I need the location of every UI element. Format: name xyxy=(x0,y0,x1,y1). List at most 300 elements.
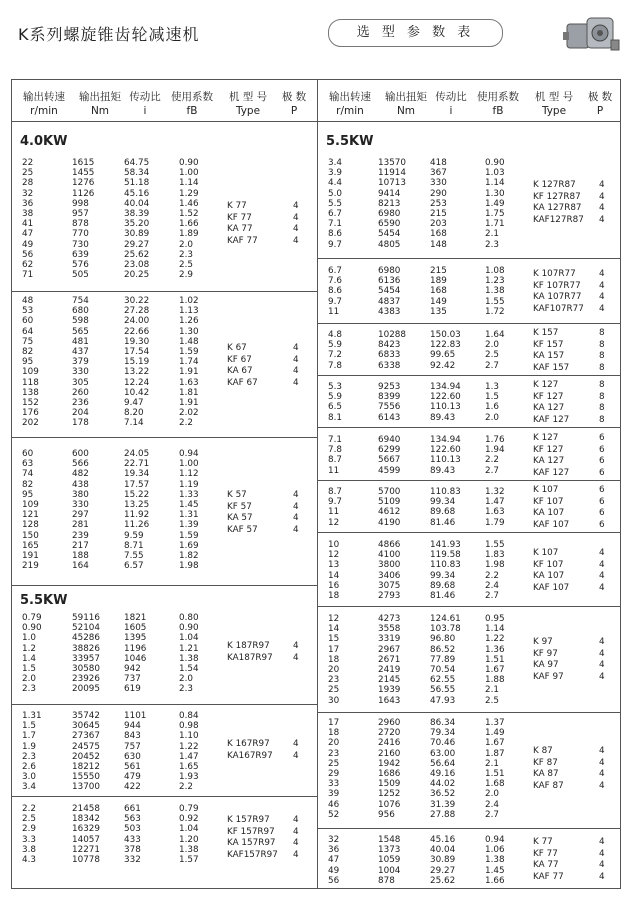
pole-count: 4 xyxy=(293,652,299,663)
cell-ratio: 19.30 xyxy=(124,336,150,347)
cell-speed: 52 xyxy=(328,809,340,820)
pole-count: 4 xyxy=(599,848,605,859)
cell-speed: 4.3 xyxy=(22,854,36,865)
cell-ratio: 189 xyxy=(430,276,447,287)
hdr-type: 机 型 号 xyxy=(228,91,268,103)
cell-ratio: 630 xyxy=(124,751,141,762)
model-line xyxy=(533,649,613,661)
cell-speed: 5.5 xyxy=(328,198,342,209)
pole-count: 4 xyxy=(599,280,605,291)
cell-service-factor: 1.31 xyxy=(179,510,199,521)
cell-speed: 82 xyxy=(22,346,34,357)
cell-ratio: 119.58 xyxy=(430,550,461,561)
hdr-ratio: 传动比 xyxy=(435,91,467,103)
cell-torque: 437 xyxy=(72,346,89,357)
model-line xyxy=(227,224,307,236)
cell-torque: 3558 xyxy=(378,624,401,635)
pole-count: 4 xyxy=(599,582,605,593)
cell-torque: 16329 xyxy=(72,824,100,835)
cell-speed: 8.6 xyxy=(328,286,342,297)
cell-torque: 2671 xyxy=(378,654,401,665)
cell-ratio: 27.88 xyxy=(430,809,456,820)
cell-torque: 4190 xyxy=(378,517,401,528)
cell-torque: 956 xyxy=(378,809,395,820)
model-line xyxy=(533,203,613,215)
model-line xyxy=(533,520,613,532)
cell-service-factor: 1.38 xyxy=(179,653,199,664)
cell-torque: 27367 xyxy=(72,731,100,742)
cell-ratio: 10.42 xyxy=(124,387,150,398)
cell-ratio: 56.64 xyxy=(430,758,456,769)
cell-ratio: 13.22 xyxy=(124,367,150,378)
model-line xyxy=(533,758,613,770)
model-line xyxy=(227,378,307,390)
cell-torque: 2720 xyxy=(378,728,401,739)
cell-speed: 12 xyxy=(328,517,340,528)
pole-count: 4 xyxy=(599,571,605,581)
pole-count: 4 xyxy=(599,548,605,558)
cell-ratio: 168 xyxy=(430,286,447,297)
cell-service-factor: 1.38 xyxy=(485,286,505,297)
cell-service-factor: 1.14 xyxy=(485,178,505,189)
model-type: K 127 xyxy=(533,433,559,443)
cell-ratio: 11.92 xyxy=(124,510,150,521)
cell-ratio: 1196 xyxy=(124,643,147,654)
cell-service-factor: 1.55 xyxy=(485,540,505,550)
cell-ratio: 1821 xyxy=(124,613,147,623)
cell-service-factor: 1.91 xyxy=(179,397,199,408)
model-type: KA 127 xyxy=(533,403,565,413)
cell-speed: 47 xyxy=(328,855,340,866)
pole-count: 4 xyxy=(293,201,299,211)
model-line xyxy=(533,403,613,415)
model-group xyxy=(533,269,613,315)
hdr-ratio: 传动比 xyxy=(129,91,161,103)
pole-count: 4 xyxy=(293,490,299,500)
cell-ratio: 99.34 xyxy=(430,570,456,581)
gear-reducer-icon xyxy=(563,10,621,58)
cell-service-factor: 1.22 xyxy=(485,634,505,645)
cell-torque: 6338 xyxy=(378,360,401,371)
model-line xyxy=(227,827,307,839)
cell-torque: 217 xyxy=(72,540,89,551)
cell-speed: 4.8 xyxy=(328,330,342,340)
cell-speed: 11 xyxy=(328,465,340,476)
cell-service-factor: 1.55 xyxy=(485,296,505,307)
cell-torque: 1004 xyxy=(378,865,401,876)
cell-speed: 2.2 xyxy=(22,804,36,814)
model-line xyxy=(533,380,613,392)
cell-ratio: 45.16 xyxy=(124,188,150,199)
model-type: K 107R77 xyxy=(533,269,576,279)
cell-speed: 7.8 xyxy=(328,445,342,456)
model-type: KA187R97 xyxy=(227,652,273,663)
model-type: KA 107 xyxy=(533,508,565,518)
model-line xyxy=(227,838,307,850)
cell-torque: 1252 xyxy=(378,789,401,800)
cell-ratio: 49.16 xyxy=(430,768,456,779)
cell-speed: 202 xyxy=(22,418,39,429)
hdr-service-factor: 使用系数 xyxy=(477,91,519,103)
cell-ratio: 378 xyxy=(124,844,141,855)
cell-speed: 2.3 xyxy=(22,684,36,695)
cell-speed: 56 xyxy=(328,875,340,886)
model-group xyxy=(227,490,307,536)
cell-torque: 639 xyxy=(72,249,89,260)
pole-count: 8 xyxy=(599,362,605,373)
cell-torque: 59116 xyxy=(72,613,100,623)
cell-ratio: 7.14 xyxy=(124,418,144,429)
cell-ratio: 332 xyxy=(124,854,141,865)
model-type: KF 127 xyxy=(533,444,564,455)
model-type: KAF157R97 xyxy=(227,849,278,860)
cell-speed: 12 xyxy=(328,550,340,561)
model-type: K 157R97 xyxy=(227,815,270,825)
cell-service-factor: 2.1 xyxy=(485,758,499,769)
pole-count: 4 xyxy=(599,671,605,682)
model-line xyxy=(533,769,613,781)
pole-count: 4 xyxy=(293,354,299,365)
cell-service-factor: 1.45 xyxy=(179,499,199,510)
selection-table xyxy=(11,79,621,889)
pole-count: 4 xyxy=(599,746,605,756)
cell-speed: 176 xyxy=(22,408,39,419)
cell-speed: 74 xyxy=(22,469,34,480)
cell-ratio: 79.34 xyxy=(430,728,456,739)
cell-ratio: 13.25 xyxy=(124,499,150,510)
pole-count: 4 xyxy=(293,212,299,223)
cell-speed: 1.0 xyxy=(22,633,36,644)
cell-speed: 49 xyxy=(22,239,34,250)
model-type: KA 107R77 xyxy=(533,292,582,302)
pole-count: 4 xyxy=(293,641,299,651)
cell-torque: 13570 xyxy=(378,158,406,168)
cell-torque: 730 xyxy=(72,239,89,250)
cell-service-factor: 1.13 xyxy=(179,306,199,317)
cell-service-factor: 1.67 xyxy=(485,738,505,749)
model-type: KA 157 xyxy=(533,351,565,361)
cell-speed: 32 xyxy=(328,835,340,845)
cell-service-factor: 1.54 xyxy=(179,663,199,674)
model-group xyxy=(227,641,307,664)
cell-torque: 438 xyxy=(72,479,89,490)
model-line xyxy=(533,340,613,352)
cell-torque: 2793 xyxy=(378,590,401,601)
row-group-separator xyxy=(12,291,317,292)
cell-ratio: 134.94 xyxy=(430,435,461,445)
model-group xyxy=(533,837,613,883)
cell-speed: 121 xyxy=(22,510,39,521)
model-type: K 107 xyxy=(533,548,559,558)
cell-torque: 4273 xyxy=(378,614,401,624)
model-line xyxy=(227,201,307,213)
cell-ratio: 9.59 xyxy=(124,530,144,541)
cell-service-factor: 1.39 xyxy=(179,520,199,531)
cell-speed: 128 xyxy=(22,520,39,531)
cell-service-factor: 2.9 xyxy=(179,270,193,281)
cell-service-factor: 1.75 xyxy=(485,208,505,219)
model-line xyxy=(533,292,613,304)
cell-torque: 379 xyxy=(72,357,89,368)
cell-torque: 8423 xyxy=(378,340,401,351)
cell-ratio: 70.46 xyxy=(430,738,456,749)
cell-ratio: 51.18 xyxy=(124,178,150,189)
hdr-poles: 极 数 xyxy=(587,91,613,103)
cell-speed: 14 xyxy=(328,624,340,635)
model-line xyxy=(533,583,613,595)
cell-speed: 23 xyxy=(328,675,340,686)
cell-torque: 680 xyxy=(72,306,89,317)
cell-speed: 118 xyxy=(22,377,39,388)
cell-ratio: 1395 xyxy=(124,633,147,644)
cell-torque: 188 xyxy=(72,550,89,561)
model-line xyxy=(533,445,613,457)
cell-speed: 2.3 xyxy=(22,751,36,762)
cell-service-factor: 2.2 xyxy=(179,782,193,793)
cell-service-factor: 1.82 xyxy=(179,550,199,561)
cell-speed: 64 xyxy=(22,326,34,337)
cell-ratio: 47.93 xyxy=(430,695,456,706)
cell-torque: 2160 xyxy=(378,748,401,759)
cell-speed: 7.6 xyxy=(328,276,342,287)
pole-count: 4 xyxy=(293,366,299,376)
model-line xyxy=(533,497,613,509)
cell-torque: 2416 xyxy=(378,738,401,749)
model-line xyxy=(533,560,613,572)
cell-torque: 330 xyxy=(72,499,89,510)
model-line xyxy=(533,363,613,375)
pole-count: 4 xyxy=(293,513,299,523)
unit-type: Type xyxy=(541,105,567,117)
hdr-service-factor: 使用系数 xyxy=(171,91,213,103)
cell-speed: 6.5 xyxy=(328,402,342,413)
cell-torque: 380 xyxy=(72,489,89,500)
cell-ratio: 479 xyxy=(124,772,141,783)
unit-service-factor: fB xyxy=(186,105,198,117)
unit-ratio: i xyxy=(143,105,147,117)
cell-ratio: 27.28 xyxy=(124,306,150,317)
pole-count: 4 xyxy=(293,838,299,848)
cell-torque: 30580 xyxy=(72,663,100,674)
cell-ratio: 103.78 xyxy=(430,624,461,635)
cell-speed: 36 xyxy=(328,845,340,856)
model-type: KF 127 xyxy=(533,391,564,402)
model-type: KF 97 xyxy=(533,648,558,659)
cell-torque: 2145 xyxy=(378,675,401,686)
model-type: KAF 87 xyxy=(533,780,564,791)
model-line xyxy=(227,366,307,378)
cell-speed: 1.7 xyxy=(22,731,36,742)
cell-speed: 46 xyxy=(328,799,340,810)
cell-ratio: 31.39 xyxy=(430,799,456,810)
model-type: KF 107 xyxy=(533,559,564,570)
pole-count: 4 xyxy=(599,660,605,670)
cell-speed: 8.7 xyxy=(328,487,342,497)
cell-speed: 20 xyxy=(328,738,340,749)
cell-torque: 13700 xyxy=(72,782,100,793)
cell-ratio: 124.61 xyxy=(430,614,461,624)
cell-service-factor: 1.33 xyxy=(179,489,199,500)
model-group xyxy=(533,637,613,683)
cell-service-factor: 1.59 xyxy=(179,346,199,357)
cell-service-factor: 1.63 xyxy=(485,507,505,518)
cell-speed: 14 xyxy=(328,570,340,581)
row-group-separator xyxy=(318,258,620,259)
cell-torque: 5109 xyxy=(378,497,401,508)
cell-service-factor: 1.14 xyxy=(179,178,199,189)
cell-ratio: 20.25 xyxy=(124,270,150,281)
pole-count: 4 xyxy=(599,303,605,314)
row-group-separator xyxy=(318,480,620,481)
model-type: KAF127R87 xyxy=(533,214,584,225)
model-type: K 87 xyxy=(533,746,553,756)
model-line xyxy=(533,456,613,468)
pole-count: 4 xyxy=(599,180,605,190)
cell-speed: 11 xyxy=(328,507,340,518)
model-group xyxy=(533,485,613,531)
cell-torque: 6299 xyxy=(378,445,401,456)
model-type: K 97 xyxy=(533,637,553,647)
model-type: KA 107 xyxy=(533,571,565,581)
pole-count: 4 xyxy=(599,860,605,870)
cell-service-factor: 1.76 xyxy=(485,435,505,445)
cell-service-factor: 1.47 xyxy=(179,751,199,762)
cell-service-factor: 2.0 xyxy=(485,412,499,423)
cell-speed: 18 xyxy=(328,590,340,601)
cell-ratio: 25.62 xyxy=(430,875,456,886)
row-group-separator xyxy=(318,375,620,376)
cell-speed: 62 xyxy=(22,259,34,270)
cell-torque: 3319 xyxy=(378,634,401,645)
cell-ratio: 203 xyxy=(430,219,447,230)
cell-ratio: 89.43 xyxy=(430,465,456,476)
cell-speed: 39 xyxy=(328,789,340,800)
cell-service-factor: 1.38 xyxy=(179,844,199,855)
model-line xyxy=(533,485,613,497)
model-line xyxy=(533,351,613,363)
model-type: KF 107 xyxy=(533,496,564,507)
cell-ratio: 40.04 xyxy=(124,198,150,209)
cell-speed: 1.5 xyxy=(22,663,36,674)
cell-service-factor: 1.21 xyxy=(179,643,199,654)
cell-torque: 481 xyxy=(72,336,89,347)
cell-ratio: 148 xyxy=(430,239,447,250)
cell-ratio: 11.26 xyxy=(124,520,150,531)
pole-count: 4 xyxy=(293,826,299,837)
model-line xyxy=(533,468,613,480)
model-type: KAF 107 xyxy=(533,582,570,593)
cell-torque: 10288 xyxy=(378,330,406,340)
cell-torque: 2960 xyxy=(378,718,401,728)
cell-service-factor: 1.63 xyxy=(179,377,199,388)
cell-service-factor: 1.98 xyxy=(179,561,199,572)
unit-ratio: i xyxy=(449,105,453,117)
cell-service-factor: 1.26 xyxy=(179,316,199,327)
cell-ratio: 110.83 xyxy=(430,560,461,571)
row-group-separator xyxy=(12,585,317,586)
cell-speed: 29 xyxy=(328,768,340,779)
pole-count: 4 xyxy=(599,837,605,847)
cell-ratio: 24.05 xyxy=(124,449,150,459)
cell-speed: 30 xyxy=(328,695,340,706)
cell-speed: 191 xyxy=(22,550,39,561)
cell-speed: 17 xyxy=(328,718,340,728)
cell-ratio: 22.66 xyxy=(124,326,150,337)
cell-speed: 9.7 xyxy=(328,296,342,307)
cell-ratio: 29.27 xyxy=(430,865,456,876)
cell-ratio: 38.39 xyxy=(124,208,150,219)
model-group xyxy=(533,328,613,374)
model-type: KF 67 xyxy=(227,354,252,365)
cell-ratio: 757 xyxy=(124,741,141,752)
cell-service-factor: 1.51 xyxy=(485,654,505,665)
cell-ratio: 418 xyxy=(430,158,447,168)
cell-service-factor: 1.88 xyxy=(485,675,505,686)
cell-speed: 5.3 xyxy=(328,382,342,392)
cell-speed: 32 xyxy=(22,188,34,199)
cell-torque: 6940 xyxy=(378,435,401,445)
model-type: KA167R97 xyxy=(227,750,273,761)
cell-ratio: 110.83 xyxy=(430,487,461,497)
model-type: KF 77 xyxy=(533,848,558,859)
model-type: KF 77 xyxy=(227,212,252,223)
cell-speed: 95 xyxy=(22,357,34,368)
model-type: KA 97 xyxy=(533,660,559,670)
cell-ratio: 149 xyxy=(430,296,447,307)
cell-speed: 60 xyxy=(22,316,34,327)
cell-service-factor: 0.94 xyxy=(485,835,505,845)
model-type: KF 57 xyxy=(227,501,252,512)
model-type: KF 157R97 xyxy=(227,826,275,837)
cell-service-factor: 2.2 xyxy=(179,418,193,429)
cell-service-factor: 1.94 xyxy=(485,445,505,456)
cell-speed: 2.0 xyxy=(22,674,36,685)
model-line xyxy=(533,392,613,404)
model-line xyxy=(227,502,307,514)
cell-torque: 9414 xyxy=(378,188,401,199)
cell-ratio: 89.68 xyxy=(430,580,456,591)
cell-speed: 5.9 xyxy=(328,392,342,403)
cell-service-factor: 2.0 xyxy=(179,674,193,685)
cell-torque: 3075 xyxy=(378,580,401,591)
cell-ratio: 661 xyxy=(124,804,141,814)
cell-speed: 82 xyxy=(22,479,34,490)
cell-service-factor: 1.49 xyxy=(485,728,505,739)
cell-speed: 3.4 xyxy=(22,782,36,793)
pole-count: 4 xyxy=(599,191,605,202)
cell-speed: 3.8 xyxy=(22,844,36,855)
cell-service-factor: 0.94 xyxy=(179,449,199,459)
cell-service-factor: 1.51 xyxy=(485,768,505,779)
model-type: K 127R87 xyxy=(533,180,576,190)
cell-ratio: 619 xyxy=(124,684,141,695)
cell-speed: 1.9 xyxy=(22,741,36,752)
cell-service-factor: 1.6 xyxy=(485,402,499,413)
pole-count: 8 xyxy=(599,380,605,390)
pole-count: 4 xyxy=(293,849,299,860)
cell-ratio: 25.62 xyxy=(124,249,150,260)
cell-speed: 48 xyxy=(22,296,34,306)
cell-speed: 109 xyxy=(22,499,39,510)
cell-speed: 63 xyxy=(22,459,34,470)
row-group-separator xyxy=(12,704,317,705)
cell-ratio: 1046 xyxy=(124,653,147,664)
model-line xyxy=(533,304,613,316)
model-type: K 67 xyxy=(227,343,247,353)
cell-service-factor: 2.5 xyxy=(485,695,499,706)
cell-torque: 3406 xyxy=(378,570,401,581)
cell-service-factor: 1.32 xyxy=(485,487,505,497)
